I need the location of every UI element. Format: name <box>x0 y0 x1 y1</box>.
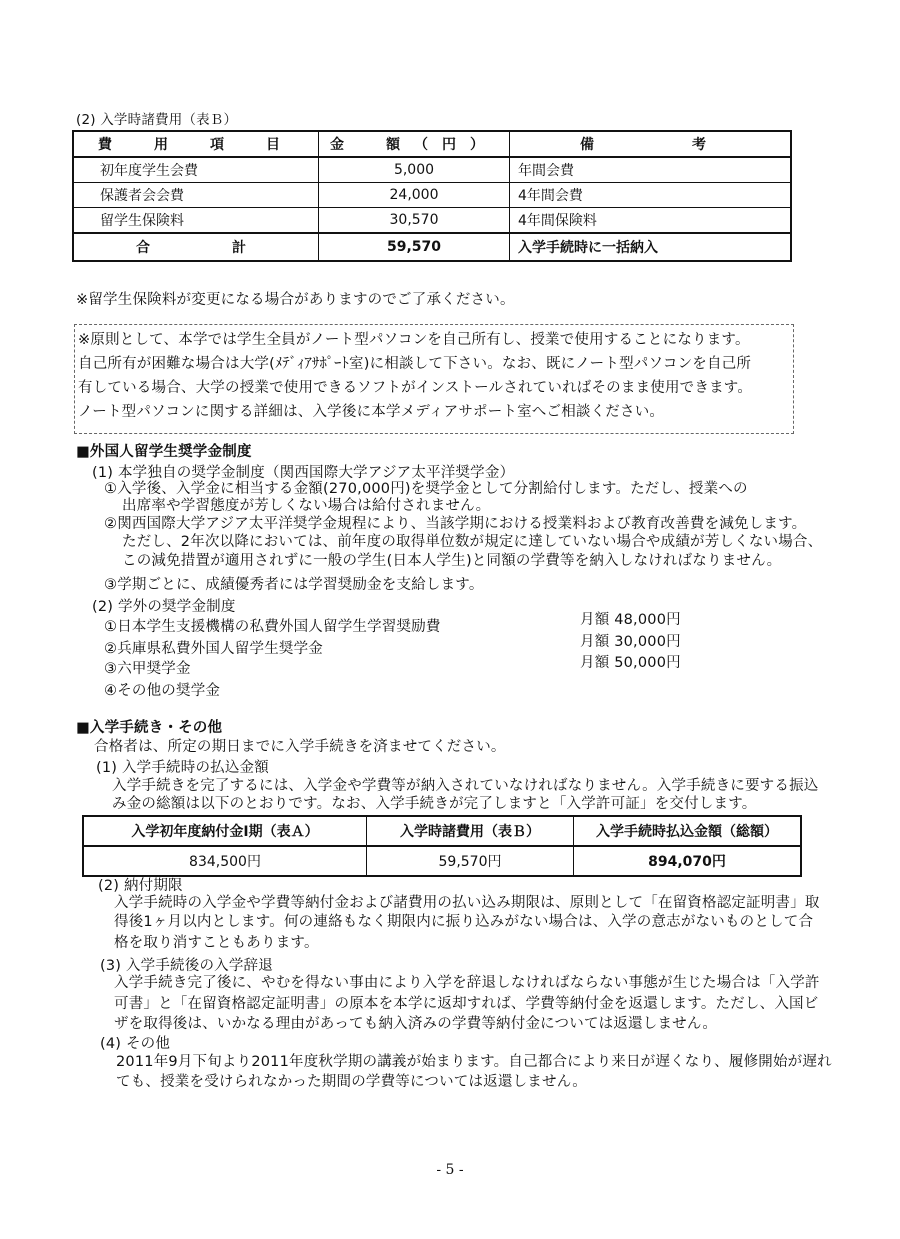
external-scholarship-amount: 月額 48,000円 <box>580 612 681 628</box>
fees-table-header <box>73 131 791 157</box>
external-scholarship-name: ①日本学生支援機構の私費外国人留学生学習奨励費 <box>104 619 441 635</box>
scholarship-item: ①入学後、入学金に相当する金額(270,000円)を奨学金として分割給付します。ただし、授業への <box>104 481 748 497</box>
laptop-note-line: 自己所有が困難な場合は大学(ﾒﾃﾞｨｱｻﾎﾟｰﾄ室)に相談して下さい。なお、既にノート型パソコンを自己所 <box>78 356 752 372</box>
enrollment-s1-title: (1) 入学手続時の払込金額 <box>96 760 269 776</box>
table-row <box>73 157 791 183</box>
fees-table <box>72 130 792 262</box>
enrollment-s3-title: (3) 入学手続後の入学辞退 <box>100 958 273 974</box>
fee-item: 初年度学生会費 <box>73 157 319 183</box>
fee-amount: 5,000 <box>319 157 510 183</box>
scholarship-item: ただし、2年次以降においては、前年度の取得単位数が規定に達していない場合や成績が芳しくない場合、 <box>122 534 823 550</box>
scholarship-item: ②関西国際大学アジア太平洋奨学金規程により、当該学期における授業料および教育改善費を減免します。 <box>104 516 807 532</box>
pay-header-total: 入学手続時払込金額（総額） <box>574 816 802 846</box>
payment-table <box>82 815 802 877</box>
scholarship-item: この減免措置が適用されずに一般の学生(日本人学生)と同額の学費等を納入しなければなりません。 <box>122 553 782 569</box>
enrollment-s4-line: ても、授業を受けられなかった期間の学費等については返還しません。 <box>116 1074 587 1090</box>
laptop-note-line: ※原則として、本学では学生全員がノート型パソコンを自己所有し、授業で使用することになります。 <box>78 332 750 348</box>
total-note: 入学手続時に一括納入 <box>510 233 792 261</box>
fees-total-row <box>73 233 791 261</box>
enrollment-s3-line: 入学手続き完了後に、やむを得ない事由により入学を辞退しなければならない事態が生じた場合は「入学許 <box>114 975 820 991</box>
enrollment-s2-title: (2) 納付期限 <box>98 878 183 894</box>
total-amount: 59,570 <box>319 233 510 261</box>
enrollment-s2-line: 入学手続時の入学金や学費等納付金および諸費用の払い込み期限は、原則として「在留資格認定証明書」取 <box>114 895 820 911</box>
payment-table-header <box>83 816 801 846</box>
fee-note: 4年間会費 <box>510 183 792 208</box>
fee-amount: 24,000 <box>319 183 510 208</box>
enrollment-s2-line: 得後1ヶ月以内とします。何の連絡もなく期限内に振り込みがない場合は、入学の意志がないものとして合 <box>114 914 814 930</box>
enrollment-s1-line: 入学手続きを完了するには、入学金や学費等が納入されていなければなりません。入学手続きに要する振込 <box>112 778 819 794</box>
scholarship-item: ③学期ごとに、成績優秀者には学習奨励金を支給します。 <box>104 577 484 593</box>
external-scholarship-name: ②兵庫県私費外国人留学生奨学金 <box>104 641 323 657</box>
fee-note: 4年間保険料 <box>510 208 792 234</box>
external-scholarship-name: ④その他の奨学金 <box>104 683 221 699</box>
enrollment-s3-line: ザを取得後は、いかなる理由があっても納入済みの学費等納付金については返還しません。 <box>114 1016 718 1032</box>
laptop-note-line: ノート型パソコンに関する詳細は、入学後に本学メディアサポート室へご相談ください。 <box>78 404 665 420</box>
table-row <box>83 846 801 876</box>
scholarship-sub1: (1) 本学独自の奨学金制度（関西国際大学アジア太平洋奨学金） <box>92 465 515 481</box>
header-note: 備 考 <box>510 131 792 157</box>
fee-amount: 30,570 <box>319 208 510 234</box>
pay-header-fees: 入学時諸費用（表Ｂ） <box>367 816 574 846</box>
scholarship-item: 出席率や学習態度が芳しくない場合は給付されません。 <box>122 498 491 514</box>
external-scholarship-amount: 月額 50,000円 <box>580 655 681 671</box>
scholarship-sub2: (2) 学外の奨学金制度 <box>92 599 236 615</box>
fee-item: 保護者会会費 <box>73 183 319 208</box>
header-amount: 金 額（円） <box>319 131 510 157</box>
header-item: 費 用 項 目 <box>73 131 319 157</box>
table-row <box>73 183 791 208</box>
enrollment-s1-line: み金の総額は以下のとおりです。なお、入学手続きが完了しますと「入学許可証」を交付します。 <box>112 796 757 812</box>
laptop-note-line: 有している場合、大学の授業で使用できるソフトがインストールされていればそのまま使用できます。 <box>78 380 753 396</box>
pay-header-annual: 入学初年度納付金Ⅰ期（表Ａ） <box>83 816 367 846</box>
fees-heading: (2) 入学時諸費用（表Ｂ） <box>76 112 238 128</box>
fee-item: 留学生保険料 <box>73 208 319 234</box>
enrollment-s4-title: (4) その他 <box>100 1036 171 1052</box>
enrollment-title: ■入学手続き・その他 <box>76 720 223 736</box>
table-row <box>73 208 791 234</box>
scholarship-title: ■外国人留学生奨学金制度 <box>76 444 252 460</box>
enrollment-s4-line: 2011年9月下旬より2011年度秋学期の講義が始まります。自己都合により来日が遅くなり、履修開始が遅れ <box>116 1054 832 1070</box>
pay-value-annual: 834,500円 <box>83 846 367 876</box>
fee-note: 年間会費 <box>510 157 792 183</box>
enrollment-intro: 合格者は、所定の期日までに入学手続きを済ませてください。 <box>94 739 506 755</box>
enrollment-s3-line: 可書」と「在留資格認定証明書」の原本を本学に返却すれば、学費等納付金を返還します。ただし、入国ビ <box>114 996 819 1012</box>
total-label: 合 計 <box>73 233 319 261</box>
page-number: - 5 - <box>436 1162 464 1178</box>
external-scholarship-name: ③六甲奨学金 <box>104 661 191 677</box>
pay-value-fees: 59,570円 <box>367 846 574 876</box>
enrollment-s2-line: 格を取り消すこともあります。 <box>114 935 319 951</box>
insurance-note: ※留学生保険料が変更になる場合がありますのでご了承ください。 <box>76 292 515 308</box>
pay-value-total: 894,070円 <box>574 846 802 876</box>
external-scholarship-amount: 月額 30,000円 <box>580 634 681 650</box>
